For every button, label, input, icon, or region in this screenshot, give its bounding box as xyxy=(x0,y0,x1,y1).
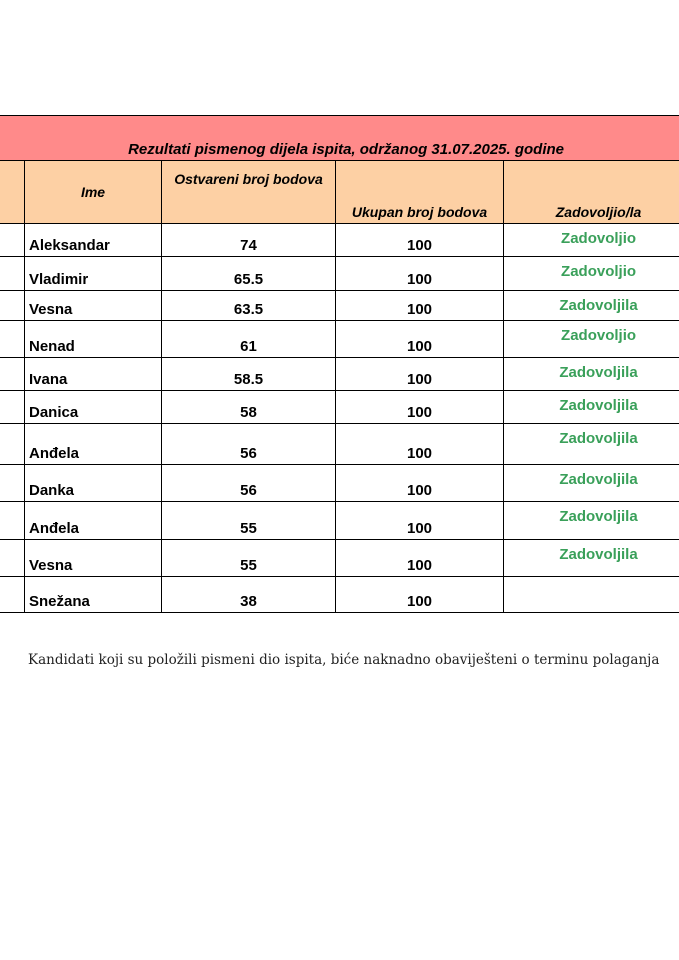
name-cell: Nenad xyxy=(25,321,162,358)
points-cell: 56 xyxy=(162,465,336,502)
points-cell: 56 xyxy=(162,424,336,465)
total-cell: 100 xyxy=(336,577,504,613)
name-cell: Vladimir xyxy=(25,257,162,291)
table-row xyxy=(0,424,679,465)
name-cell: Danica xyxy=(25,391,162,424)
table-row xyxy=(0,257,679,291)
table-row xyxy=(0,358,679,391)
name-cell: Anđela xyxy=(25,424,162,465)
index-cell xyxy=(0,540,25,577)
table-row xyxy=(0,577,679,613)
status-cell: Zadovoljila xyxy=(504,540,679,577)
index-cell xyxy=(0,257,25,291)
total-cell: 100 xyxy=(336,391,504,424)
table-header-row xyxy=(0,161,679,224)
index-cell xyxy=(0,465,25,502)
status-cell: Zadovoljio xyxy=(504,224,679,257)
table-row xyxy=(0,540,679,577)
table-row xyxy=(0,391,679,424)
points-cell: 55 xyxy=(162,502,336,540)
name-cell: Snežana xyxy=(25,577,162,613)
total-cell: 100 xyxy=(336,540,504,577)
total-cell: 100 xyxy=(336,465,504,502)
status-cell: Zadovoljio xyxy=(504,321,679,358)
status-cell: Zadovoljila xyxy=(504,424,679,465)
total-cell: 100 xyxy=(336,257,504,291)
index-cell xyxy=(0,291,25,321)
table-row xyxy=(0,502,679,540)
index-cell xyxy=(0,502,25,540)
index-cell xyxy=(0,391,25,424)
table-row xyxy=(0,291,679,321)
total-cell: 100 xyxy=(336,358,504,391)
name-cell: Vesna xyxy=(25,540,162,577)
name-cell: Vesna xyxy=(25,291,162,321)
table-row xyxy=(0,224,679,257)
index-cell xyxy=(0,321,25,358)
name-cell: Ivana xyxy=(25,358,162,391)
points-cell: 38 xyxy=(162,577,336,613)
status-cell: Zadovoljila xyxy=(504,358,679,391)
index-cell xyxy=(0,358,25,391)
status-cell: Zadovoljila xyxy=(504,465,679,502)
table-row xyxy=(0,465,679,502)
table-row xyxy=(0,321,679,358)
points-cell: 55 xyxy=(162,540,336,577)
points-cell: 58.5 xyxy=(162,358,336,391)
total-cell: 100 xyxy=(336,424,504,465)
status-cell: Zadovoljila xyxy=(504,502,679,540)
header-total: Ukupan broj bodova xyxy=(336,161,504,224)
status-cell: Zadovoljila xyxy=(504,291,679,321)
points-cell: 61 xyxy=(162,321,336,358)
name-cell: Anđela xyxy=(25,502,162,540)
total-cell: 100 xyxy=(336,321,504,358)
name-cell: Aleksandar xyxy=(25,224,162,257)
total-cell: 100 xyxy=(336,291,504,321)
header-index xyxy=(0,161,25,224)
status-cell: Zadovoljio xyxy=(504,257,679,291)
total-cell: 100 xyxy=(336,502,504,540)
header-name: Ime xyxy=(25,161,162,224)
name-cell: Danka xyxy=(25,465,162,502)
table-title: Rezultati pismenog dijela ispita, održanog 31.07.2025. godine xyxy=(0,116,679,161)
table-title-row xyxy=(0,116,679,161)
header-points: Ostvareni broj bodova xyxy=(162,161,336,224)
index-cell xyxy=(0,577,25,613)
header-status: Zadovoljio/la xyxy=(504,161,679,224)
points-cell: 58 xyxy=(162,391,336,424)
total-cell: 100 xyxy=(336,224,504,257)
index-cell xyxy=(0,424,25,465)
table-body xyxy=(0,224,679,613)
points-cell: 63.5 xyxy=(162,291,336,321)
results-table xyxy=(0,115,679,613)
status-cell xyxy=(504,577,679,613)
candidates-note: Kandidati koji su položili pismeni dio ispita, biće naknadno obaviješteni o terminu polaganja xyxy=(28,652,660,668)
points-cell: 65.5 xyxy=(162,257,336,291)
points-cell: 74 xyxy=(162,224,336,257)
index-cell xyxy=(0,224,25,257)
status-cell: Zadovoljila xyxy=(504,391,679,424)
